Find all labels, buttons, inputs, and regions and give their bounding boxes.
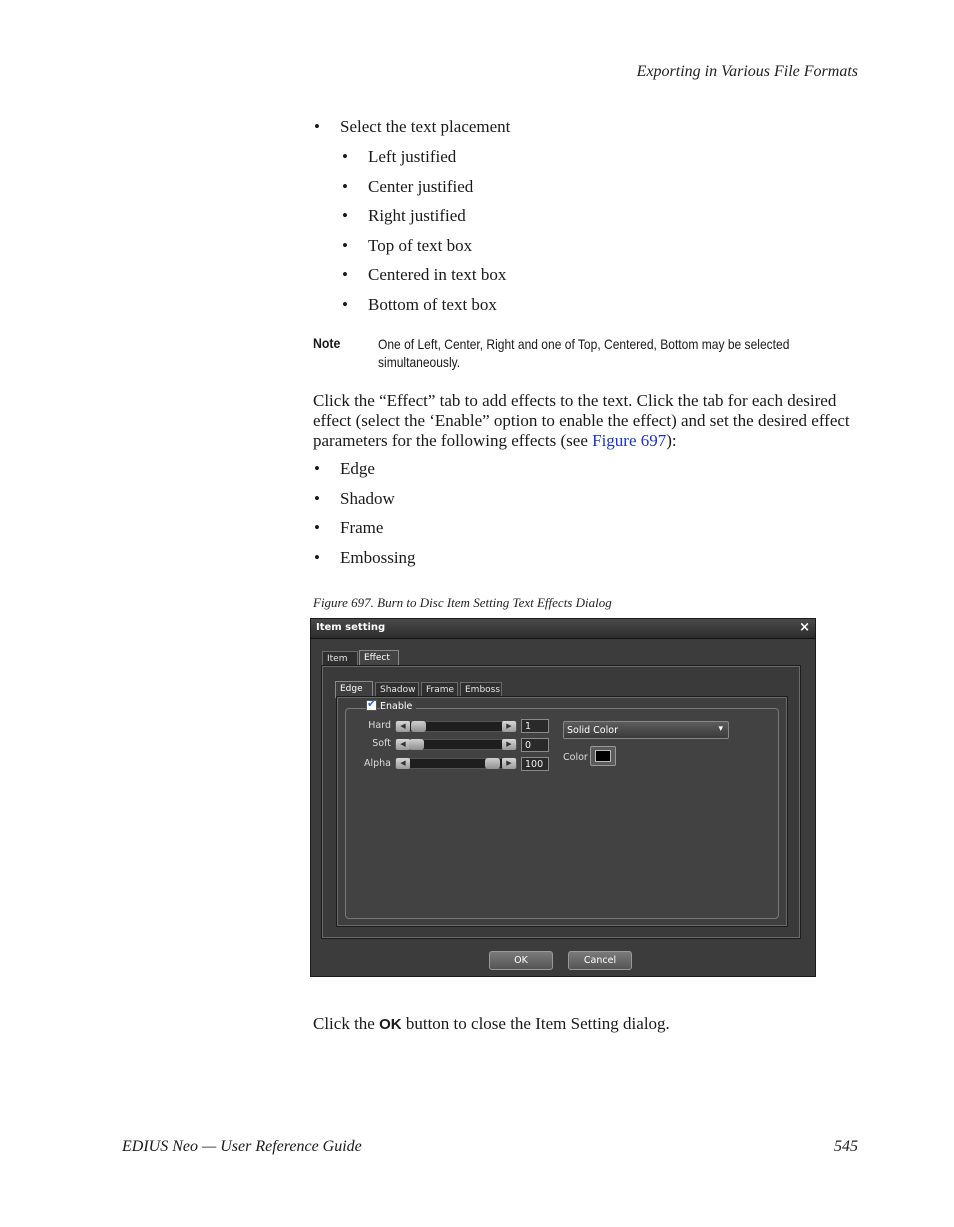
dialog-titlebar	[311, 619, 815, 639]
chevron-down-icon: ▾	[718, 724, 723, 734]
slider-thumb[interactable]	[411, 721, 426, 732]
list-item: • Shadow	[340, 489, 416, 509]
alpha-label: Alpha	[363, 758, 391, 769]
placement-list	[340, 117, 510, 137]
running-header: Exporting in Various File Formats	[636, 63, 858, 80]
item-setting-dialog	[310, 618, 816, 977]
ok-button[interactable]: OK	[489, 951, 553, 970]
list-item: • Right justified	[368, 206, 506, 226]
ok-keyword: OK	[379, 1016, 402, 1033]
soft-label: Soft	[372, 738, 391, 749]
soft-value-field[interactable]: 0	[521, 738, 549, 752]
color-picker-button[interactable]	[590, 746, 616, 766]
hard-value-field[interactable]: 1	[521, 719, 549, 733]
tab-frame[interactable]: Frame	[421, 682, 458, 697]
slider-left-arrow-icon[interactable]: ◀	[396, 721, 410, 732]
tab-edge[interactable]: Edge	[335, 681, 373, 698]
list-item: • Bottom of text box	[368, 295, 506, 315]
slider-left-arrow-icon[interactable]: ◀	[396, 739, 410, 750]
slider-thumb[interactable]	[409, 739, 424, 750]
paragraph-text: Click the	[313, 1014, 380, 1033]
page-number: 545	[834, 1138, 858, 1155]
color-swatch	[595, 750, 611, 762]
close-icon[interactable]: ×	[799, 620, 810, 635]
figure-caption: Figure 697. Burn to Disc Item Setting Text Effects Dialog	[313, 595, 612, 610]
list-item: • Top of text box	[368, 236, 506, 256]
figure-link[interactable]: Figure 697	[592, 431, 667, 450]
effects-list	[340, 459, 416, 568]
paragraph-text: ):	[666, 431, 677, 450]
slider-right-arrow-icon[interactable]: ▶	[502, 758, 516, 769]
effect-paragraph	[313, 391, 861, 451]
list-item: • Embossing	[340, 548, 416, 568]
paragraph-text: button to close the Item Setting dialog.	[401, 1014, 670, 1033]
list-item: • Center justified	[368, 177, 506, 197]
placement-options	[368, 147, 506, 315]
paragraph-text: Click the “Effect” tab to add effects to the text. Click the tab for each desired effect (select the ‘Enable” option to enable the effect) and set the desired effect parameters for the following effects (see	[313, 391, 850, 450]
alpha-value-field[interactable]: 100	[521, 757, 549, 771]
dropdown-value: Solid Color	[567, 725, 618, 736]
slider-right-arrow-icon[interactable]: ▶	[502, 721, 516, 732]
footer-guide-title: EDIUS Neo — User Reference Guide	[122, 1138, 362, 1155]
hard-label: Hard	[368, 720, 391, 731]
slider-thumb[interactable]	[485, 758, 500, 769]
slider-right-arrow-icon[interactable]: ▶	[502, 739, 516, 750]
note-label: Note	[313, 335, 341, 351]
tab-shadow[interactable]: Shadow	[375, 682, 419, 697]
fill-type-dropdown[interactable]	[563, 721, 729, 739]
list-item: • Left justified	[368, 147, 506, 167]
enable-label: Enable	[380, 701, 416, 712]
list-item: • Frame	[340, 518, 416, 538]
closing-instruction	[313, 1014, 670, 1035]
tab-effect[interactable]: Effect	[359, 650, 399, 667]
note-text: One of Left, Center, Right and one of Top, Centered, Bottom may be selected simultaneously.	[378, 336, 790, 370]
enable-checkbox[interactable]	[366, 697, 377, 711]
tab-item[interactable]: Item	[322, 651, 358, 666]
tab-emboss[interactable]: Emboss	[460, 682, 502, 697]
check-icon: ✔	[367, 697, 377, 710]
list-item: • Edge	[340, 459, 416, 479]
list-item: • Centered in text box	[368, 265, 506, 285]
slider-left-arrow-icon[interactable]: ◀	[396, 758, 410, 769]
cancel-button[interactable]: Cancel	[568, 951, 632, 970]
dialog-title: Item setting	[316, 622, 386, 633]
color-label: Color	[563, 752, 588, 763]
list-item: • Select the text placement	[340, 117, 510, 137]
